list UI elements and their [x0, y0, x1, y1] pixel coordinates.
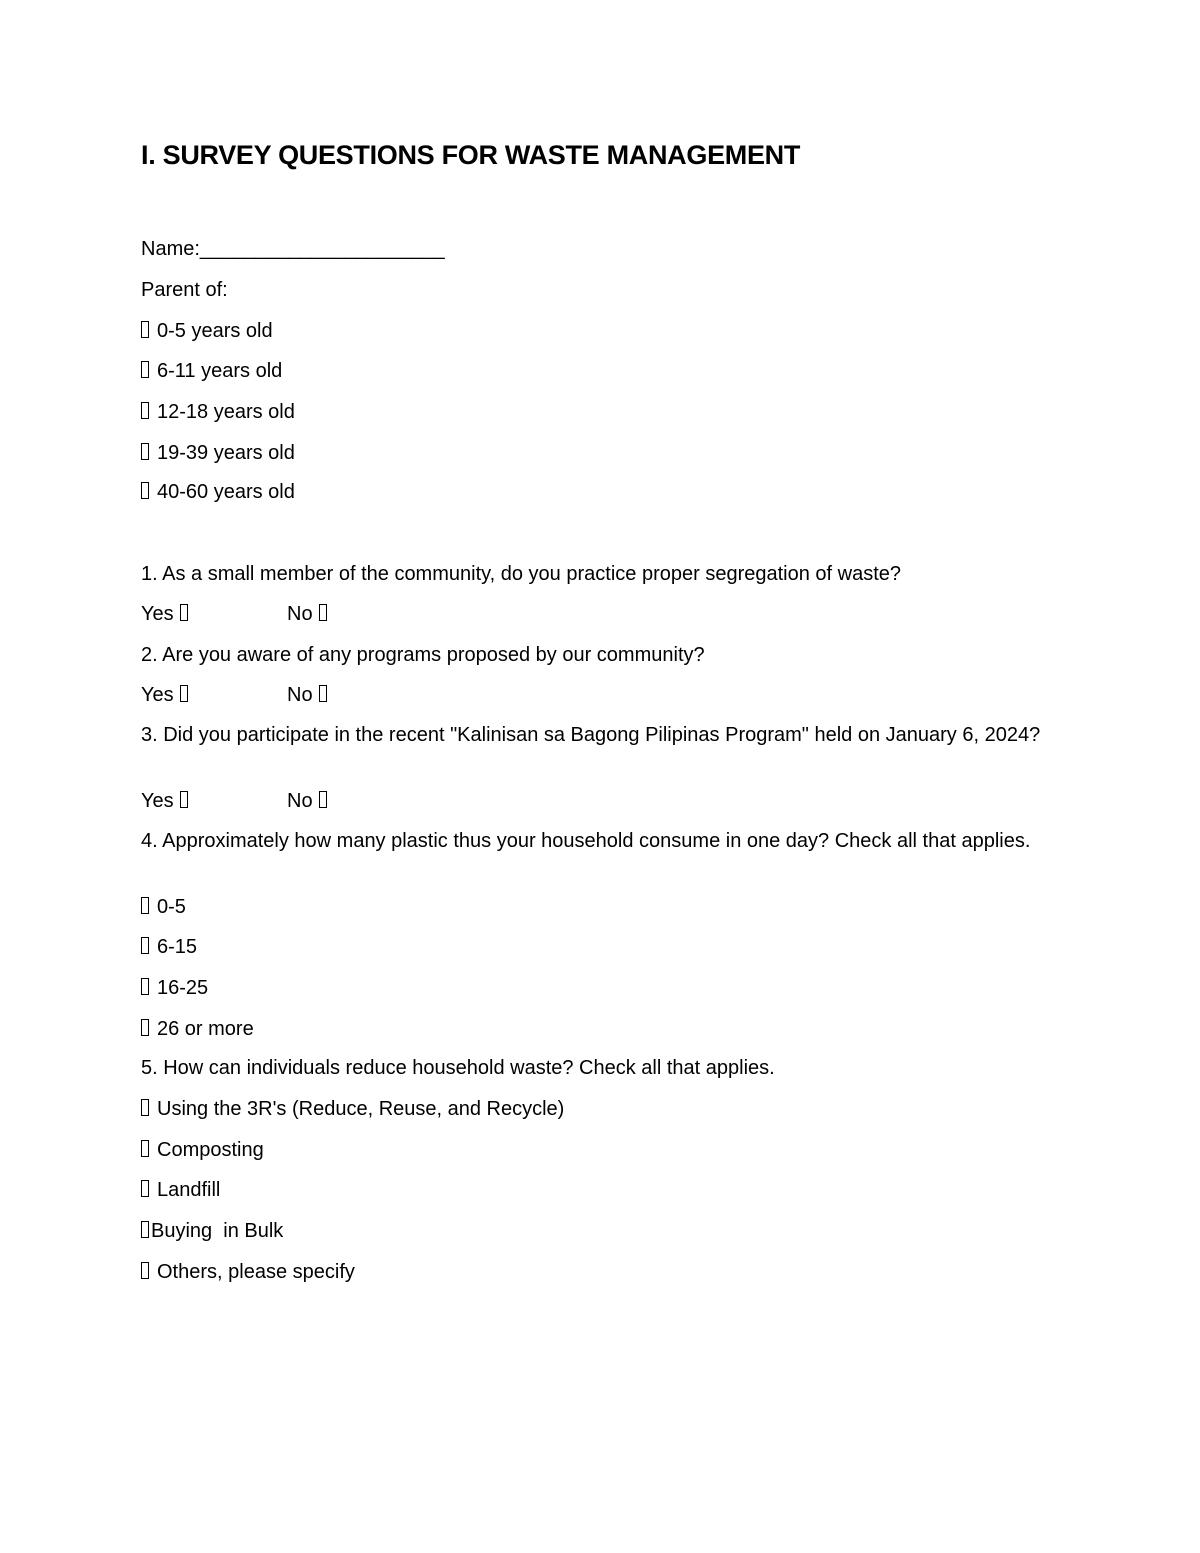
question-4: 4. Approximately how many plastic thus your household consume in one day? Check all that applies.	[141, 830, 1031, 852]
parent-of-label: Parent of:	[141, 279, 228, 301]
name-field-label: Name:______________________	[141, 238, 445, 260]
plastic-option: 0-5	[141, 894, 186, 920]
checkbox-icon[interactable]	[141, 1221, 149, 1238]
checkbox-icon[interactable]	[141, 978, 149, 995]
checkbox-icon[interactable]	[141, 897, 149, 914]
question-1: 1. As a small member of the community, do you practice proper segregation of waste?	[141, 563, 901, 585]
checkbox-icon[interactable]	[141, 937, 149, 954]
yes-checkbox-icon[interactable]	[180, 791, 188, 808]
question-5: 5. How can individuals reduce household waste? Check all that applies.	[141, 1057, 775, 1079]
waste-option: Landfill	[141, 1177, 220, 1203]
yes-no-row-3: Yes No	[141, 788, 188, 814]
yes-checkbox-icon[interactable]	[180, 604, 188, 621]
age-option: 6-11 years old	[141, 358, 282, 384]
page-title: I. SURVEY QUESTIONS FOR WASTE MANAGEMENT	[141, 140, 801, 170]
waste-option: Buying in Bulk	[141, 1218, 283, 1244]
checkbox-icon[interactable]	[141, 361, 149, 378]
question-2: 2. Are you aware of any programs proposed by our community?	[141, 644, 705, 666]
yes-no-row-2: Yes No	[141, 682, 188, 708]
yes-checkbox-icon[interactable]	[180, 685, 188, 702]
checkbox-icon[interactable]	[141, 443, 149, 460]
checkbox-icon[interactable]	[141, 1180, 149, 1197]
checkbox-icon[interactable]	[141, 321, 149, 338]
age-option: 40-60 years old	[141, 479, 295, 505]
waste-option: Using the 3R's (Reduce, Reuse, and Recycle)	[141, 1096, 564, 1122]
no-checkbox-icon[interactable]	[319, 685, 327, 702]
checkbox-icon[interactable]	[141, 1099, 149, 1116]
plastic-option: 6-15	[141, 934, 197, 960]
checkbox-icon[interactable]	[141, 1262, 149, 1279]
plastic-option: 26 or more	[141, 1016, 254, 1042]
waste-option: Composting	[141, 1137, 264, 1163]
age-option: 12-18 years old	[141, 399, 295, 425]
yes-no-row-1: Yes No	[141, 601, 188, 627]
no-checkbox-icon[interactable]	[319, 791, 327, 808]
waste-option: Others, please specify	[141, 1259, 355, 1285]
question-3: 3. Did you participate in the recent "Kalinisan sa Bagong Pilipinas Program" held on January 6, 2024?	[141, 724, 1041, 746]
no-checkbox-icon[interactable]	[319, 604, 327, 621]
plastic-option: 16-25	[141, 975, 208, 1001]
checkbox-icon[interactable]	[141, 482, 149, 499]
age-option: 0-5 years old	[141, 318, 273, 344]
checkbox-icon[interactable]	[141, 402, 149, 419]
checkbox-icon[interactable]	[141, 1019, 149, 1036]
checkbox-icon[interactable]	[141, 1140, 149, 1157]
age-option: 19-39 years old	[141, 440, 295, 466]
